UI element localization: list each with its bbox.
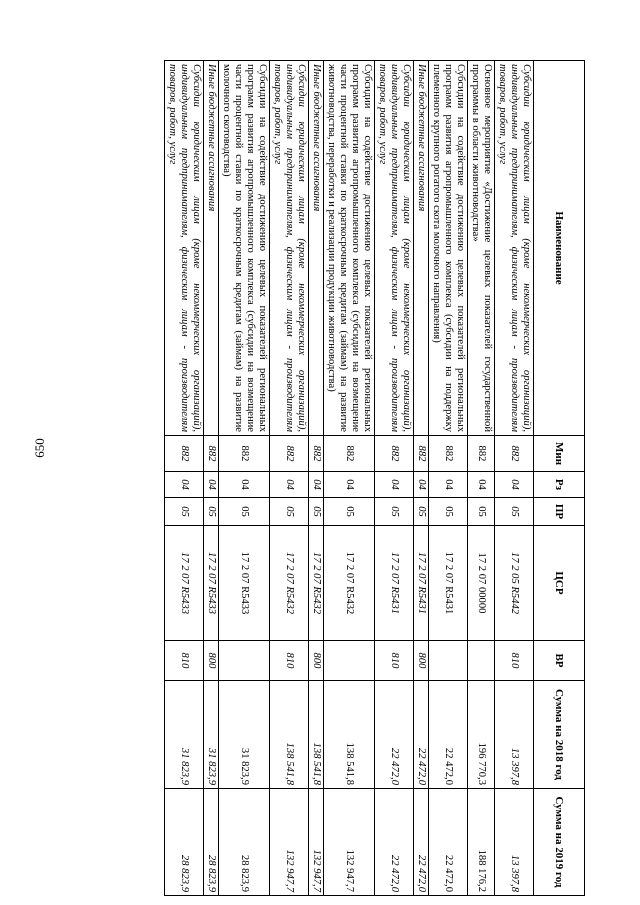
- cell-min: 882: [375, 436, 414, 472]
- header-sum-2018: Сумма на 2018 год: [534, 681, 585, 789]
- cell-name: Субсидии на содействие достижению целевых показателей региональных программ развития агропромышленного комплекса (субсидии на возмещение части процентной ставки по краткосрочным кредитам (займам) на развитие молочного скотоводства): [219, 61, 270, 436]
- table-row: [495, 61, 534, 896]
- cell-min: 882: [429, 436, 468, 472]
- table-row: [309, 61, 324, 896]
- header-pr: ПР: [534, 498, 585, 526]
- cell-min: 882: [324, 436, 375, 472]
- cell-sum2018: 31 823,9: [165, 681, 204, 789]
- header-name: Наименование: [534, 61, 585, 436]
- cell-rz: 04: [414, 472, 429, 498]
- cell-sum2018: 22 472,0: [414, 681, 429, 789]
- cell-sum2019: 13 397,8: [495, 789, 534, 896]
- cell-sum2019: 132 947,7: [309, 789, 324, 896]
- cell-name: Основное мероприятие «Достижение целевых показателей государственной программы в области животноводства»: [468, 61, 495, 436]
- cell-vr: [468, 641, 495, 681]
- cell-sum2019: 28 823,9: [219, 789, 270, 896]
- cell-csr: 17 2 05 R5442: [495, 526, 534, 641]
- cell-name: Субсидии юридическим лицам (кроме некоммерческих организаций), индивидуальным предпринимателям, физическим лицам - производителям товаров, работ, услуг: [165, 61, 204, 436]
- cell-name: Субсидии на содействие достижению целевых показателей региональных программ развития агропромышленного комплекса (субсидии на возмещение части процентной ставки по краткосрочным кредитам (займам) на развитие животноводства, переработки и реализации продукции животноводства): [324, 61, 375, 436]
- cell-vr: 800: [414, 641, 429, 681]
- cell-pr: 05: [414, 498, 429, 526]
- cell-rz: 04: [219, 472, 270, 498]
- cell-sum2018: 138 541,8: [270, 681, 309, 789]
- cell-sum2018: 138 541,8: [324, 681, 375, 789]
- table-row: [324, 61, 375, 896]
- cell-vr: 800: [309, 641, 324, 681]
- cell-min: 882: [219, 436, 270, 472]
- cell-pr: 05: [495, 498, 534, 526]
- cell-csr: 17 2 07 R5431: [429, 526, 468, 641]
- cell-min: 882: [204, 436, 219, 472]
- cell-rz: 04: [204, 472, 219, 498]
- cell-sum2019: 22 472,0: [414, 789, 429, 896]
- cell-name: Иные бюджетные ассигнования: [309, 61, 324, 436]
- cell-name: Иные бюджетные ассигнования: [414, 61, 429, 436]
- cell-pr: 05: [270, 498, 309, 526]
- cell-rz: 04: [495, 472, 534, 498]
- cell-csr: 17 2 07 R5433: [204, 526, 219, 641]
- header-sum-2019: Сумма на 2019 год: [534, 789, 585, 896]
- table-row: [375, 61, 414, 896]
- table-row: [219, 61, 270, 896]
- cell-vr: 810: [375, 641, 414, 681]
- cell-rz: 04: [165, 472, 204, 498]
- table-row: [204, 61, 219, 896]
- cell-sum2019: 188 176,2: [468, 789, 495, 896]
- budget-table: [164, 60, 585, 896]
- cell-sum2019: 132 947,7: [270, 789, 309, 896]
- cell-sum2018: 22 472,0: [375, 681, 414, 789]
- cell-sum2018: 31 823,9: [219, 681, 270, 789]
- page-number: 650: [32, 438, 47, 458]
- table-row: [414, 61, 429, 896]
- cell-vr: [219, 641, 270, 681]
- cell-sum2018: 31 823,9: [204, 681, 219, 789]
- cell-pr: 05: [375, 498, 414, 526]
- cell-name: Иные бюджетные ассигнования: [204, 61, 219, 436]
- cell-vr: 810: [270, 641, 309, 681]
- cell-sum2019: 22 472,0: [375, 789, 414, 896]
- cell-sum2018: 138 541,8: [309, 681, 324, 789]
- cell-sum2018: 13 397,8: [495, 681, 534, 789]
- cell-name: Субсидии юридическим лицам (кроме некоммерческих организаций), индивидуальным предпринимателям, физическим лицам - производителям товаров, работ, услуг: [270, 61, 309, 436]
- cell-pr: 05: [204, 498, 219, 526]
- cell-min: 882: [270, 436, 309, 472]
- cell-pr: 05: [429, 498, 468, 526]
- cell-csr: 17 2 07 00000: [468, 526, 495, 641]
- cell-sum2018: 196 770,3: [468, 681, 495, 789]
- cell-rz: 04: [270, 472, 309, 498]
- cell-csr: 17 2 07 R5431: [375, 526, 414, 641]
- table-header-row: [534, 61, 585, 896]
- cell-sum2019: 28 823,9: [204, 789, 219, 896]
- cell-name: Субсидии юридическим лицам (кроме некоммерческих организаций), индивидуальным предпринимателям, физическим лицам - производителям товаров, работ, услуг: [495, 61, 534, 436]
- header-min: Мин: [534, 436, 585, 472]
- cell-csr: 17 2 07 R5432: [270, 526, 309, 641]
- cell-min: 882: [495, 436, 534, 472]
- table-row: [429, 61, 468, 896]
- header-csr: ЦСР: [534, 526, 585, 641]
- header-vr: ВР: [534, 641, 585, 681]
- cell-pr: 05: [324, 498, 375, 526]
- table-body: [165, 61, 534, 896]
- cell-sum2019: 132 947,7: [324, 789, 375, 896]
- cell-pr: 05: [309, 498, 324, 526]
- cell-min: 882: [165, 436, 204, 472]
- cell-min: 882: [309, 436, 324, 472]
- cell-vr: 800: [204, 641, 219, 681]
- cell-csr: 17 2 07 R5432: [324, 526, 375, 641]
- cell-vr: 810: [495, 641, 534, 681]
- cell-min: 882: [414, 436, 429, 472]
- table-row: [468, 61, 495, 896]
- cell-csr: 17 2 07 R5431: [414, 526, 429, 641]
- cell-pr: 05: [219, 498, 270, 526]
- cell-rz: 04: [324, 472, 375, 498]
- cell-sum2018: 22 472,0: [429, 681, 468, 789]
- cell-csr: 17 2 07 R5433: [165, 526, 204, 641]
- cell-rz: 04: [429, 472, 468, 498]
- cell-vr: 810: [165, 641, 204, 681]
- cell-vr: [324, 641, 375, 681]
- table-row: [270, 61, 309, 896]
- cell-name: Субсидии на содействие достижению целевых показателей региональных программ развития агропромышленного комплекса (субсидии на поддержку племенного крупного рогатого скота молочного направления): [429, 61, 468, 436]
- cell-rz: 04: [309, 472, 324, 498]
- table-row: [165, 61, 204, 896]
- cell-csr: 17 2 07 R5432: [309, 526, 324, 641]
- cell-rz: 04: [375, 472, 414, 498]
- cell-rz: 04: [468, 472, 495, 498]
- cell-csr: 17 2 07 R5433: [219, 526, 270, 641]
- cell-sum2019: 22 472,0: [429, 789, 468, 896]
- cell-vr: [429, 641, 468, 681]
- cell-name: Субсидии юридическим лицам (кроме некоммерческих организаций), индивидуальным предпринимателям, физическим лицам - производителям товаров, работ, услуг: [375, 61, 414, 436]
- cell-sum2019: 28 823,9: [165, 789, 204, 896]
- header-rz: Рз: [534, 472, 585, 498]
- cell-pr: 05: [468, 498, 495, 526]
- rotated-page-content: [62, 60, 585, 895]
- cell-pr: 05: [165, 498, 204, 526]
- cell-min: 882: [468, 436, 495, 472]
